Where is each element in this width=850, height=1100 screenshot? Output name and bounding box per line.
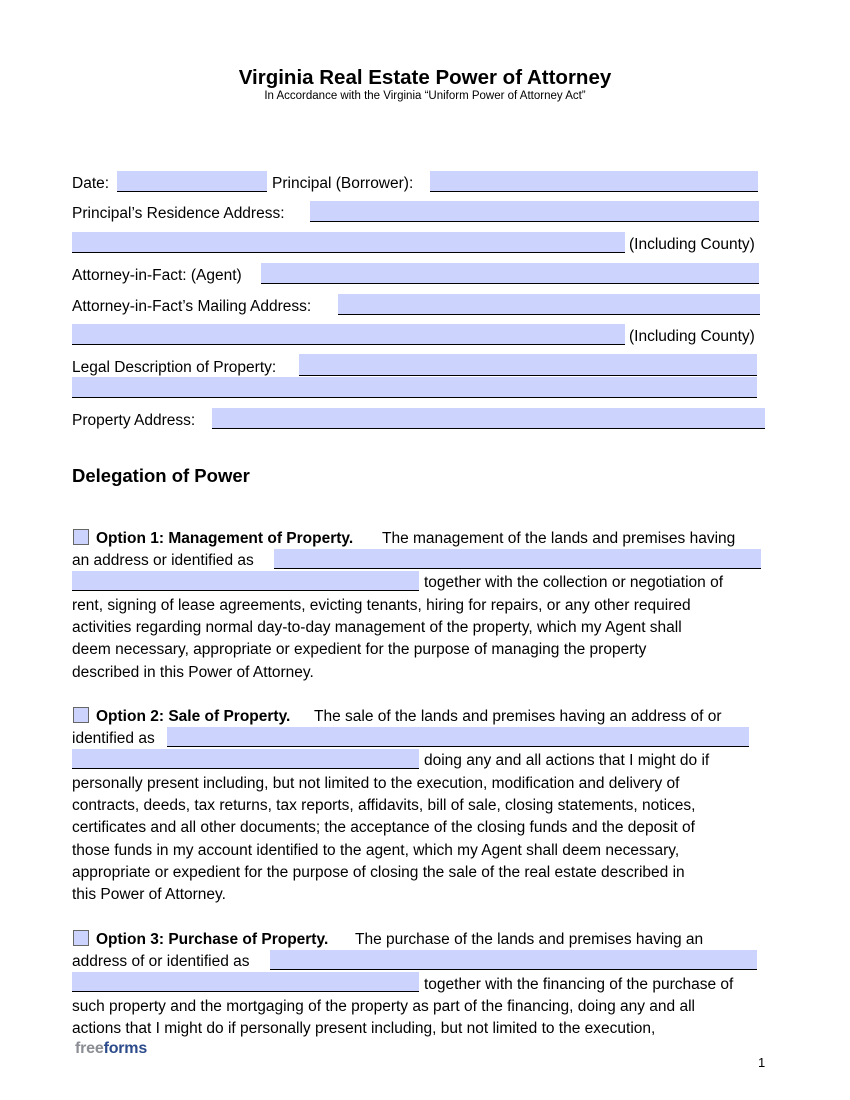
- residence-address-field-2[interactable]: [72, 232, 625, 253]
- option2-text: certificates and all other documents; the acceptance of the closing funds and the deposit of: [72, 819, 695, 836]
- legal-description-field[interactable]: [299, 354, 757, 376]
- agent-mailing-address-field[interactable]: [338, 294, 760, 315]
- page-number: 1: [758, 1055, 766, 1070]
- property-address-field[interactable]: [212, 408, 765, 429]
- option2-address-field-2[interactable]: [72, 749, 419, 769]
- option2-address-field[interactable]: [167, 727, 749, 747]
- option1-text: activities regarding normal day-to-day management of the property, which my Agent shall: [72, 619, 682, 636]
- option3-text: such property and the mortgaging of the property as part of the financing, doing any and all: [72, 998, 695, 1015]
- option2-text: The sale of the lands and premises having an address of or: [314, 708, 722, 725]
- option3-address-field[interactable]: [270, 950, 757, 970]
- agent-field[interactable]: [261, 263, 759, 284]
- option3-heading: Option 3: Purchase of Property.: [96, 931, 329, 948]
- option1-text: deem necessary, appropriate or expedient for the purpose of managing the property: [72, 641, 647, 658]
- option3-text: together with the financing of the purchase of: [424, 976, 734, 993]
- residence-address-field[interactable]: [310, 201, 759, 222]
- freeforms-logo: freeforms: [75, 1040, 148, 1057]
- option2-heading: Option 2: Sale of Property.: [96, 708, 291, 725]
- principal-field[interactable]: [430, 171, 758, 192]
- option1-heading: Option 1: Management of Property.: [96, 530, 354, 547]
- agent-label: Attorney-in-Fact: (Agent): [72, 267, 242, 284]
- option3-text: address of or identified as: [72, 953, 250, 970]
- option1-text: The management of the lands and premises having: [382, 530, 736, 547]
- option1-checkbox[interactable]: [73, 529, 89, 545]
- date-label: Date:: [72, 175, 110, 192]
- legal-description-label: Legal Description of Property:: [72, 359, 277, 376]
- option1-text: described in this Power of Attorney.: [72, 664, 314, 681]
- option3-checkbox[interactable]: [73, 930, 89, 946]
- agent-mailing-address-field-2[interactable]: [72, 324, 625, 345]
- option3-text: The purchase of the lands and premises having an: [355, 931, 704, 948]
- option3-address-field-2[interactable]: [72, 972, 419, 992]
- property-address-label: Property Address:: [72, 412, 196, 429]
- option2-checkbox[interactable]: [73, 707, 89, 723]
- option1-text: an address or identified as: [72, 552, 254, 569]
- principal-label: Principal (Borrower):: [272, 175, 414, 192]
- including-county-label: (Including County): [629, 236, 755, 253]
- document-subtitle: In Accordance with the Virginia “Uniform Power of Attorney Act”: [264, 90, 586, 102]
- option1-text: together with the collection or negotiation of: [424, 574, 723, 591]
- option1-address-field[interactable]: [274, 549, 761, 569]
- date-field[interactable]: [117, 171, 267, 192]
- including-county-label: (Including County): [629, 328, 755, 345]
- legal-description-field-2[interactable]: [72, 377, 757, 398]
- section-heading: Delegation of Power: [72, 465, 250, 486]
- document-title: Virginia Real Estate Power of Attorney: [238, 66, 612, 89]
- option2-text: appropriate or expedient for the purpose of closing the sale of the real estate described in: [72, 864, 685, 881]
- option2-text: this Power of Attorney.: [72, 886, 226, 903]
- option2-text: those funds in my account identified to the agent, which my Agent shall deem necessary,: [72, 842, 680, 859]
- option2-text: contracts, deeds, tax returns, tax reports, affidavits, bill of sale, closing statements, notices,: [72, 797, 696, 814]
- option1-address-field-2[interactable]: [72, 571, 419, 591]
- residence-address-label: Principal’s Residence Address:: [72, 205, 285, 222]
- option3-text: actions that I might do if personally present including, but not limited to the execution,: [72, 1020, 656, 1037]
- option1-text: rent, signing of lease agreements, evicting tenants, hiring for repairs, or any other required: [72, 597, 691, 614]
- option2-text: identified as: [72, 730, 155, 747]
- option2-text: doing any and all actions that I might do if: [424, 752, 710, 769]
- option2-text: personally present including, but not limited to the execution, modification and delivery of: [72, 775, 680, 792]
- agent-mailing-address-label: Attorney-in-Fact’s Mailing Address:: [72, 298, 312, 315]
